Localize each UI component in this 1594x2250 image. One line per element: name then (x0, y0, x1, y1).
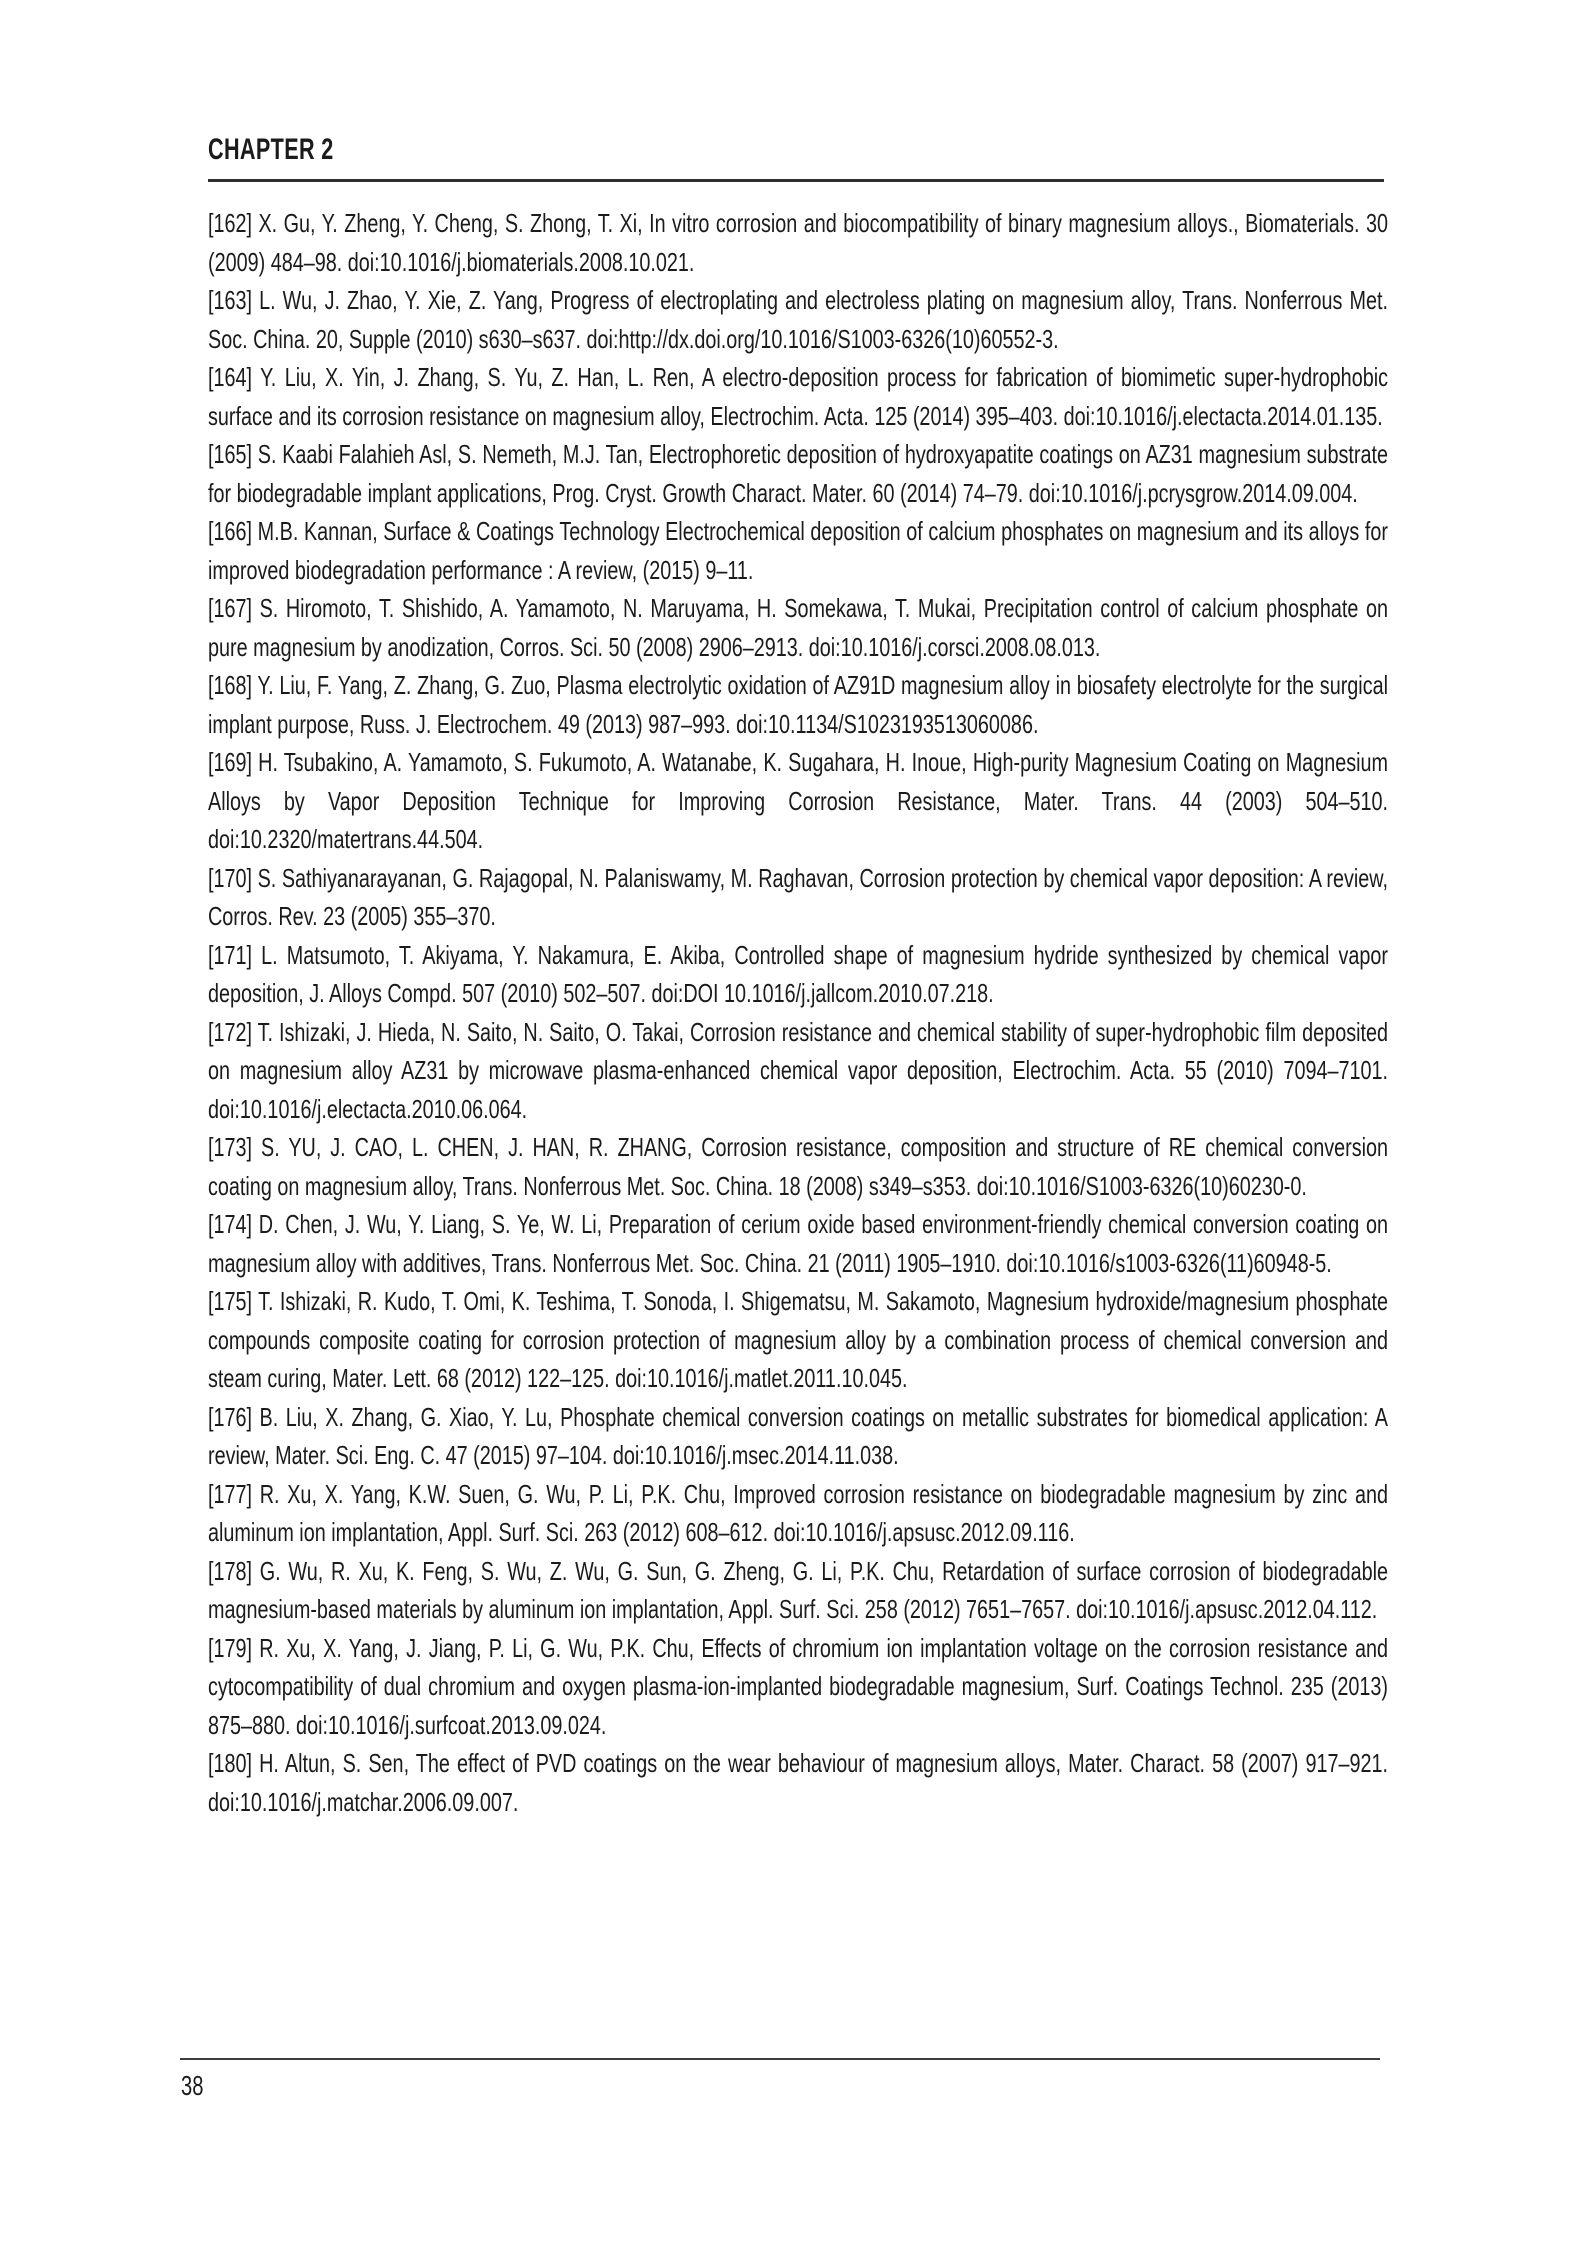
reference-item: [166] M.B. Kannan, Surface & Coatings Technology Electrochemical deposition of calcium phosphates on magnesium and its alloys for improved biodegradation performance : A review, (2015) 9–11. (208, 516, 1389, 585)
reference-item: [180] H. Altun, S. Sen, The effect of PVD coatings on the wear behaviour of magnesium alloys, Mater. Charact. 58 (2007) 917–921. doi:10.1016/j.matchar.2006.09.007. (208, 1748, 1389, 1817)
references-list (208, 204, 1388, 1821)
reference-item: [178] G. Wu, R. Xu, K. Feng, S. Wu, Z. Wu, G. Sun, G. Zheng, G. Li, P.K. Chu, Retardation of surface corrosion of biodegradable magnesium-based materials by aluminum ion implantation, Appl. Surf. Sci. 258 (2012) 7651–7657. doi:10.1016/j.apsusc.2012.04.112. (208, 1555, 1389, 1624)
reference-item: [179] R. Xu, X. Yang, J. Jiang, P. Li, G. Wu, P.K. Chu, Effects of chromium ion implantation voltage on the corrosion resistance and cytocompatibility of dual chromium and oxygen plasma-ion-implanted biodegradable magnesium, Surf. Coatings Technol. 235 (2013) 875–880. doi:10.1016/j.surfcoat.2013.09.024. (208, 1632, 1389, 1740)
reference-item: [177] R. Xu, X. Yang, K.W. Suen, G. Wu, P. Li, P.K. Chu, Improved corrosion resistance on biodegradable magnesium by zinc and aluminum ion implantation, Appl. Surf. Sci. 263 (2012) 608–612. doi:10.1016/j.apsusc.2012.09.116. (208, 1478, 1389, 1547)
reference-item: [174] D. Chen, J. Wu, Y. Liang, S. Ye, W. Li, Preparation of cerium oxide based environment-friendly chemical conversion coating on magnesium alloy with additives, Trans. Nonferrous Met. Soc. China. 21 (2011) 1905–1910. doi:10.1016/s1003-6326(11)60948-5. (208, 1209, 1389, 1278)
reference-item: [162] X. Gu, Y. Zheng, Y. Cheng, S. Zhong, T. Xi, In vitro corrosion and biocompatibility of binary magnesium alloys., Biomaterials. 30 (2009) 484–98. doi:10.1016/j.biomaterials.2008.10.021. (208, 208, 1389, 277)
reference-item: [170] S. Sathiyanarayanan, G. Rajagopal, N. Palaniswamy, M. Raghavan, Corrosion protection by chemical vapor deposition: A review, Corros. Rev. 23 (2005) 355–370. (208, 862, 1389, 931)
reference-item: [173] S. YU, J. CAO, L. CHEN, J. HAN, R. ZHANG, Corrosion resistance, composition and structure of RE chemical conversion coating on magnesium alloy, Trans. Nonferrous Met. Soc. China. 18 (2008) s349–s353. doi:10.1016/S1003-6326(10)60230-0. (208, 1132, 1389, 1201)
reference-item: [164] Y. Liu, X. Yin, J. Zhang, S. Yu, Z. Han, L. Ren, A electro-deposition process for fabrication of biomimetic super-hydrophobic surface and its corrosion resistance on magnesium alloy, Electrochim. Acta. 125 (2014) 395–403. doi:10.1016/j.electacta.2014.01.135. (208, 362, 1389, 431)
page-number: 38 (181, 2070, 204, 2101)
reference-item: [168] Y. Liu, F. Yang, Z. Zhang, G. Zuo, Plasma electrolytic oxidation of AZ91D magnesium alloy in biosafety electrolyte for the surgical implant purpose, Russ. J. Electrochem. 49 (2013) 987–993. doi:10.1134/S1023193513060086. (208, 670, 1389, 739)
header-rule (208, 179, 1384, 182)
reference-item: [175] T. Ishizaki, R. Kudo, T. Omi, K. Teshima, T. Sonoda, I. Shigematsu, M. Sakamoto, Magnesium hydroxide/magnesium phosphate compounds composite coating for corrosion protection of magnesium alloy by a combination process of chemical conversion and steam curing, Mater. Lett. 68 (2012) 122–125. doi:10.1016/j.matlet.2011.10.045. (208, 1286, 1389, 1393)
reference-item: [176] B. Liu, X. Zhang, G. Xiao, Y. Lu, Phosphate chemical conversion coatings on metallic substrates for biomedical application: A review, Mater. Sci. Eng. C. 47 (2015) 97–104. doi:10.1016/j.msec.2014.11.038. (208, 1401, 1389, 1470)
running-header (208, 133, 1384, 182)
reference-item: [163] L. Wu, J. Zhao, Y. Xie, Z. Yang, Progress of electroplating and electroless plating on magnesium alloy, Trans. Nonferrous Met. Soc. China. 20, Supple (2010) s630–s637. doi:http://dx.doi.org/10.1016/S1003-6326(10)60552-3. (208, 285, 1389, 354)
reference-item: [169] H. Tsubakino, A. Yamamoto, S. Fukumoto, A. Watanabe, K. Sugahara, H. Inoue, High-purity Magnesium Coating on Magnesium Alloys by Vapor Deposition Technique for Improving Corrosion Resistance, Mater. Trans. 44 (2003) 504–510. doi:10.2320/matertrans.44.504. (208, 747, 1389, 854)
reference-item: [165] S. Kaabi Falahieh Asl, S. Nemeth, M.J. Tan, Electrophoretic deposition of hydroxyapatite coatings on AZ31 magnesium substrate for biodegradable implant applications, Prog. Cryst. Growth Charact. Mater. 60 (2014) 74–79. doi:10.1016/j.pcrysgrow.2014.09.004. (208, 439, 1389, 508)
reference-item: [172] T. Ishizaki, J. Hieda, N. Saito, N. Saito, O. Takai, Corrosion resistance and chemical stability of super-hydrophobic film deposited on magnesium alloy AZ31 by microwave plasma-enhanced chemical vapor deposition, Electrochim. Acta. 55 (2010) 7094–7101. doi:10.1016/j.electacta.2010.06.064. (208, 1016, 1389, 1124)
reference-item: [167] S. Hiromoto, T. Shishido, A. Yamamoto, N. Maruyama, H. Somekawa, T. Mukai, Precipitation control of calcium phosphate on pure magnesium by anodization, Corros. Sci. 50 (2008) 2906–2913. doi:10.1016/j.corsci.2008.08.013. (208, 593, 1389, 662)
reference-item: [171] L. Matsumoto, T. Akiyama, Y. Nakamura, E. Akiba, Controlled shape of magnesium hydride synthesized by chemical vapor deposition, J. Alloys Compd. 507 (2010) 502–507. doi:DOI 10.1016/j.jallcom.2010.07.218. (208, 939, 1389, 1008)
references-text-block (208, 204, 1388, 1821)
footer-rule (180, 2058, 1380, 2060)
chapter-title: CHAPTER 2 (208, 133, 334, 166)
